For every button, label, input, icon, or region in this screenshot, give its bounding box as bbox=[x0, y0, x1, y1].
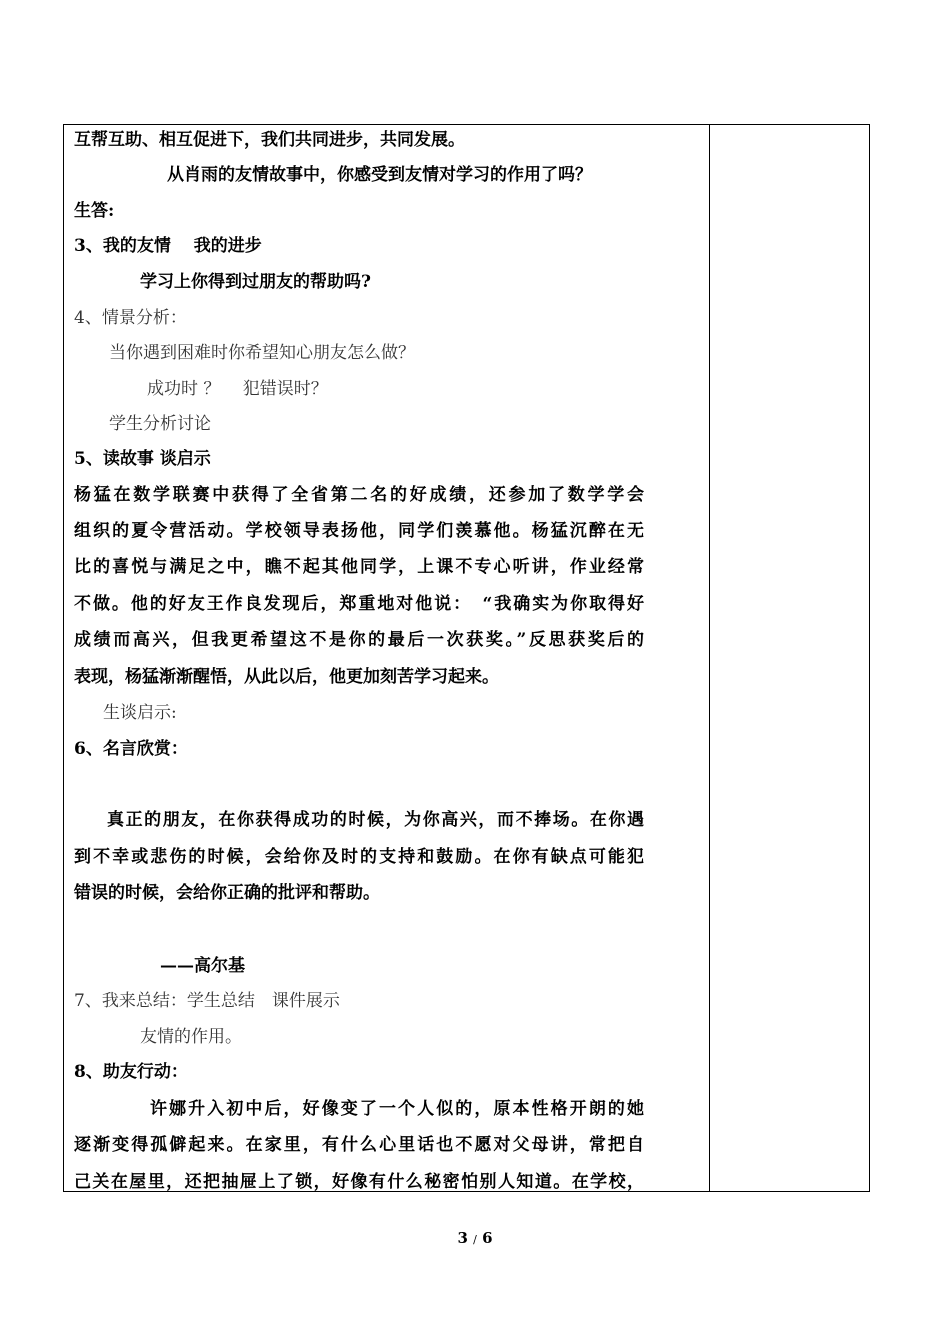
page-separator: / bbox=[473, 1233, 477, 1246]
page-number bbox=[0, 1229, 950, 1247]
story-line: 杨猛在数学联赛中获得了全省第二名的好成绩，还参加了数学学会 bbox=[74, 485, 644, 505]
question-line: 从肖雨的友情故事中，你感受到友情对学习的作用了吗？ bbox=[167, 165, 592, 185]
quote-line: 错误的时候，会给你正确的批评和帮助。 bbox=[74, 883, 380, 903]
story-line: 许娜升入初中后，好像变了一个人似的，原本性格开朗的她 bbox=[150, 1099, 644, 1119]
section-heading: 7、我来总结：学生总结 课件展示 bbox=[74, 991, 340, 1011]
story-line: 表现，杨猛渐渐醒悟，从此以后，他更加刻苦学习起来。 bbox=[74, 667, 499, 687]
text-line: 学生分析讨论 bbox=[109, 414, 211, 434]
text-line: 成功时 ？ 犯错误时？ bbox=[147, 379, 328, 399]
text-line: 友情的作用。 bbox=[140, 1027, 242, 1047]
story-line: 比的喜悦与满足之中，瞧不起其他同学，上课不专心听讲，作业经常 bbox=[74, 557, 644, 577]
story-line: 不做。他的好友王作良发现后，郑重地对他说： “我确实为你取得好 bbox=[74, 594, 644, 614]
quote-line: 真正的朋友，在你获得成功的时候，为你高兴，而不捧场。在你遇 bbox=[107, 810, 644, 830]
section-heading: 4、情景分析： bbox=[74, 308, 187, 328]
text-line: 生答: bbox=[74, 201, 115, 221]
lesson-table bbox=[63, 124, 870, 1192]
quote-line: 到不幸或悲伤的时候，会给你及时的支持和鼓励。在你有缺点可能犯 bbox=[74, 847, 644, 867]
total-pages: 6 bbox=[482, 1229, 493, 1247]
text-line: 当你遇到困难时你希望知心朋友怎么做？ bbox=[109, 343, 415, 363]
section-heading: 3、我的友情 我的进步 bbox=[74, 236, 262, 256]
current-page: 3 bbox=[457, 1229, 468, 1247]
story-line: 逐渐变得孤僻起来。在家里，有什么心里话也不愿对父母讲，常把自 bbox=[74, 1135, 644, 1155]
story-line: 成绩而高兴，但我更希望这不是你的最后一次获奖。”反思获奖后的 bbox=[74, 630, 644, 650]
notes-cell bbox=[710, 125, 869, 1191]
question-line: 学习上你得到过朋友的帮助吗? bbox=[140, 272, 371, 292]
story-line: 组织的夏令营活动。学校领导表扬他，同学们羡慕他。杨猛沉醉在无 bbox=[74, 521, 644, 541]
section-heading: 6、名言欣赏： bbox=[74, 739, 188, 759]
text-line: 生谈启示: bbox=[103, 703, 177, 723]
section-heading: 8、助友行动： bbox=[74, 1062, 188, 1082]
story-line: 己关在屋里，还把抽屉上了锁，好像有什么秘密怕别人知道。在学校， bbox=[74, 1172, 644, 1192]
quote-author: ——高尔基 bbox=[160, 956, 245, 976]
text-line: 互帮互助、相互促进下，我们共同进步，共同发展。 bbox=[74, 130, 465, 150]
section-heading: 5、读故事 谈启示 bbox=[74, 449, 211, 469]
